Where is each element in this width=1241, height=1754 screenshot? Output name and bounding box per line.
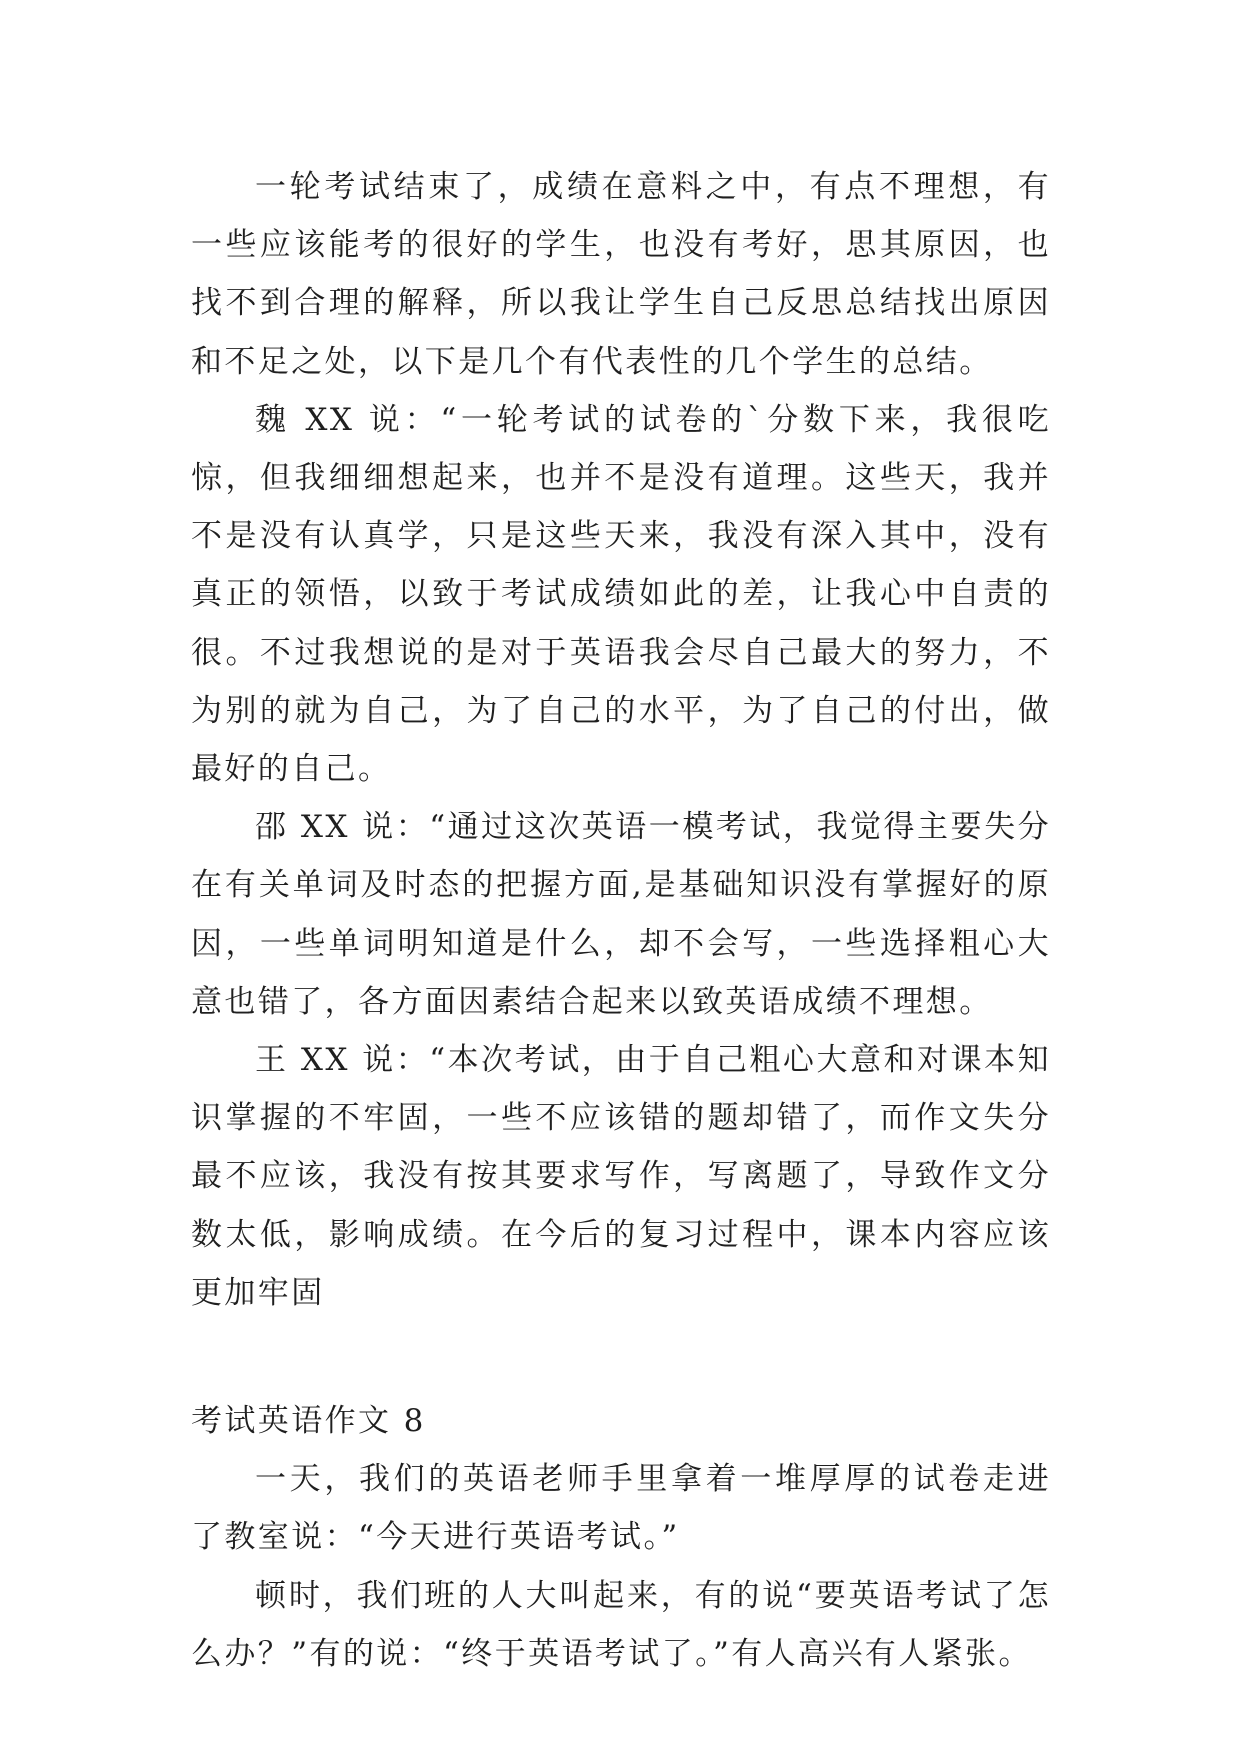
paragraph-wang: 王 XX 说：“本次考试，由于自己粗心大意和对课本知识掌握的不牢固，一些不应该错的题却错了，而作文失分最不应该，我没有按其要求写作，写离题了，导致作文分数太低，影响成绩。在今后的复习过程中，课本内容应该更加牢固 (191, 1042, 1051, 1311)
paragraph-class-reaction: 顿时，我们班的人大叫起来，有的说“要英语考试了怎么办？”有的说：“终于英语考试了。”有人高兴有人紧张。 (191, 1577, 1051, 1672)
section-gap (191, 1322, 1051, 1392)
document-body (191, 158, 1051, 1683)
paragraph-wei: 魏 XX 说：“一轮考试的试卷的`分数下来，我很吃惊，但我细细想起来，也并不是没有道理。这些天，我并不是没有认真学，只是这些天来，我没有深入其中，没有真正的领悟，以致于考试成绩如此的差，让我心中自责的很。不过我想说的是对于英语我会尽自己最大的努力，不为别的就为自己，为了自己的水平，为了自己的付出，做最好的自己。 (191, 401, 1051, 788)
paragraph-shao: 邵 XX 说：“通过这次英语一模考试，我觉得主要失分在有关单词及时态的把握方面,是基础知识没有掌握好的原因，一些单词明知道是什么，却不会写，一些选择粗心大意也错了，各方面因素结合起来以致英语成绩不理想。 (191, 809, 1051, 1020)
section-heading: 考试英语作文 8 (191, 1403, 426, 1440)
paragraph-teacher: 一天，我们的英语老师手里拿着一堆厚厚的试卷走进了教室说：“今天进行英语考试。” (191, 1461, 1051, 1556)
paragraph-intro: 一轮考试结束了，成绩在意料之中，有点不理想，有一些应该能考的很好的学生，也没有考好，思其原因，也找不到合理的解释，所以我让学生自己反思总结找出原因和不足之处，以下是几个有代表性的几个学生的总结。 (191, 169, 1051, 380)
